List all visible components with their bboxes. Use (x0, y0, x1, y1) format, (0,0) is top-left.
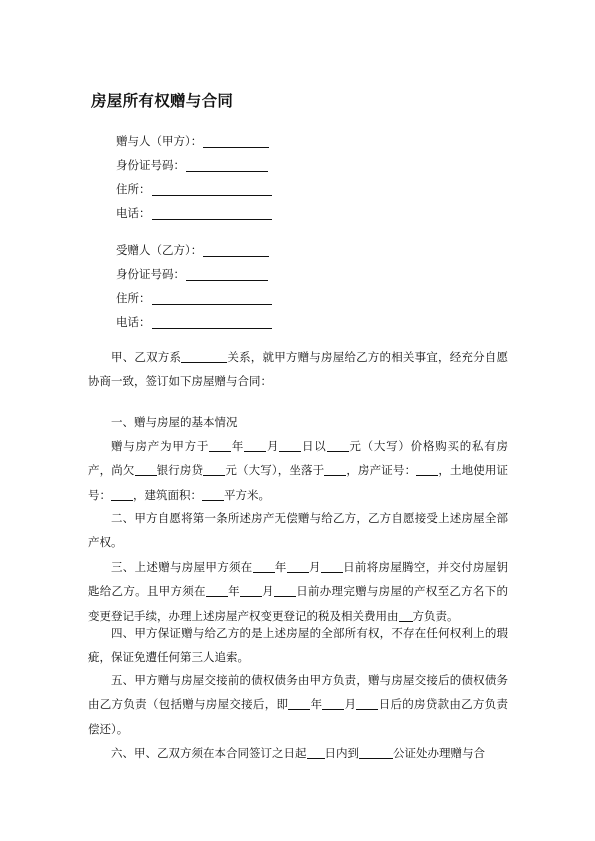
section1-heading: 一、赠与房屋的基本情况 (111, 415, 238, 429)
s5-text-1: 五、甲方赠与房屋交接前的债权债务由甲方负责，赠与房屋交接后的债权债务由乙方负责（包括赠与房屋交接后，即 (88, 673, 508, 712)
s5-text-3: 月 (344, 697, 357, 712)
purchase-month-blank[interactable] (244, 438, 266, 452)
fee-party-blank[interactable] (399, 608, 413, 622)
transfer-day-blank[interactable] (274, 583, 296, 597)
relationship-blank[interactable] (181, 349, 227, 363)
donee-name-label: 受赠人（乙方）： (116, 243, 203, 257)
donee-phone-blank[interactable] (152, 316, 272, 329)
donor-phone-blank[interactable] (152, 207, 272, 220)
donee-id-label: 身份证号码： (116, 267, 185, 281)
donee-id-blank[interactable] (186, 268, 268, 281)
section2-paragraph: 二、甲方自愿将第一条所述房产无偿赠与给乙方，乙方自愿接受上述房屋全部产权。 (88, 511, 508, 550)
donor-phone-label: 电话： (116, 206, 151, 220)
s6-text-3: 公证处办理赠与合 (393, 746, 485, 760)
handover-year-blank[interactable] (288, 696, 310, 710)
s3-text-5: 年 (227, 584, 240, 599)
notary-days-blank[interactable] (307, 745, 325, 759)
section3-paragraph (88, 555, 508, 628)
donee-address-blank[interactable] (152, 292, 272, 305)
s1-text-1: 赠与房产为甲方于 (111, 439, 210, 453)
purchase-price-blank[interactable] (327, 438, 349, 452)
donee-address-label: 住所： (116, 291, 151, 305)
s1-text-8: ，房产证号： (346, 463, 417, 478)
s5-text-2: 年 (310, 697, 323, 712)
s6-text-2: 日内到 (324, 746, 359, 760)
location-blank[interactable] (324, 462, 346, 476)
s3-text-2: 年 (274, 560, 287, 574)
vacate-day-blank[interactable] (321, 559, 343, 573)
intro-text-1: 甲、乙双方系 (111, 350, 182, 364)
donee-name-field (116, 243, 269, 257)
s1-text-4: 日以 (301, 439, 327, 453)
transfer-month-blank[interactable] (240, 583, 262, 597)
loan-bank-blank[interactable] (135, 462, 157, 476)
document-title: 房屋所有权赠与合同 (91, 92, 234, 110)
s3-text-7: 日前办理完赠与房屋的产权至乙方名下的变更登记手续，办理上述房屋产权变更登记的税及相关费用由 (88, 584, 508, 623)
donee-id-field (116, 267, 268, 281)
intro-paragraph (88, 345, 508, 394)
s3-text-1: 三、上述赠与房屋甲方须在 (111, 560, 253, 574)
donor-address-blank[interactable] (152, 183, 272, 196)
land-cert-blank[interactable] (111, 487, 133, 501)
s1-text-6: 银行房贷 (156, 463, 204, 478)
section5-paragraph (88, 668, 508, 741)
s3-text-3: 月 (308, 560, 321, 574)
donor-address-label: 住所： (116, 182, 151, 196)
s1-text-10: ，建筑面积： (133, 487, 202, 502)
donor-address-field (116, 182, 272, 196)
s6-text-1: 六、甲、乙双方须在本合同签订之日起 (111, 746, 307, 760)
donee-phone-field (116, 315, 272, 329)
vacate-year-blank[interactable] (253, 559, 275, 573)
s1-text-3: 月 (266, 439, 280, 453)
transfer-year-blank[interactable] (206, 583, 228, 597)
purchase-year-blank[interactable] (209, 438, 231, 452)
vacate-month-blank[interactable] (287, 559, 309, 573)
section1-paragraph (88, 434, 508, 507)
handover-day-blank[interactable] (356, 696, 378, 710)
donor-id-field (116, 158, 268, 172)
s5-text-4: 日后的房贷款由乙方负责偿还）。 (88, 697, 508, 736)
donee-address-field (116, 291, 272, 305)
donee-name-blank[interactable] (203, 244, 269, 257)
donor-phone-field (116, 206, 272, 220)
donor-name-label: 赠与人（甲方）： (116, 134, 203, 148)
intro-text-2: 关系，就甲方赠与房屋给乙方的相关事宜，经充分自愿协商一致，签订如下房屋赠与合同： (88, 350, 509, 389)
floor-area-blank[interactable] (202, 487, 224, 501)
loan-amount-blank[interactable] (203, 462, 225, 476)
donor-id-label: 身份证号码： (116, 158, 185, 172)
s3-text-4: 日前将房屋腾空，并交付房屋钥匙给乙方。且甲方须在 (88, 560, 509, 599)
handover-month-blank[interactable] (322, 696, 344, 710)
donor-name-field (116, 134, 269, 148)
s1-text-5: 元（大写）价格购买的私有房产，尚欠 (88, 439, 509, 478)
donor-name-blank[interactable] (203, 135, 269, 148)
property-cert-blank[interactable] (416, 462, 438, 476)
section6-paragraph (88, 741, 508, 765)
s1-text-11: 平方米。 (224, 487, 270, 502)
s3-text-6: 月 (261, 584, 274, 599)
purchase-day-blank[interactable] (279, 438, 301, 452)
notary-office-blank[interactable] (359, 745, 393, 759)
s3-text-8: 方负责。 (412, 608, 459, 623)
section4-paragraph: 四、甲方保证赠与给乙方的是上述房屋的全部所有权，不存在任何权利上的瑕疵，保证免遭任何第三人追索。 (88, 626, 508, 665)
s1-text-9: ，土地使用证号： (88, 463, 509, 502)
donee-phone-label: 电话： (116, 315, 151, 329)
donor-id-blank[interactable] (186, 159, 268, 172)
s1-text-7: 元（大写），坐落于 (225, 463, 325, 478)
s1-text-2: 年 (231, 439, 245, 453)
